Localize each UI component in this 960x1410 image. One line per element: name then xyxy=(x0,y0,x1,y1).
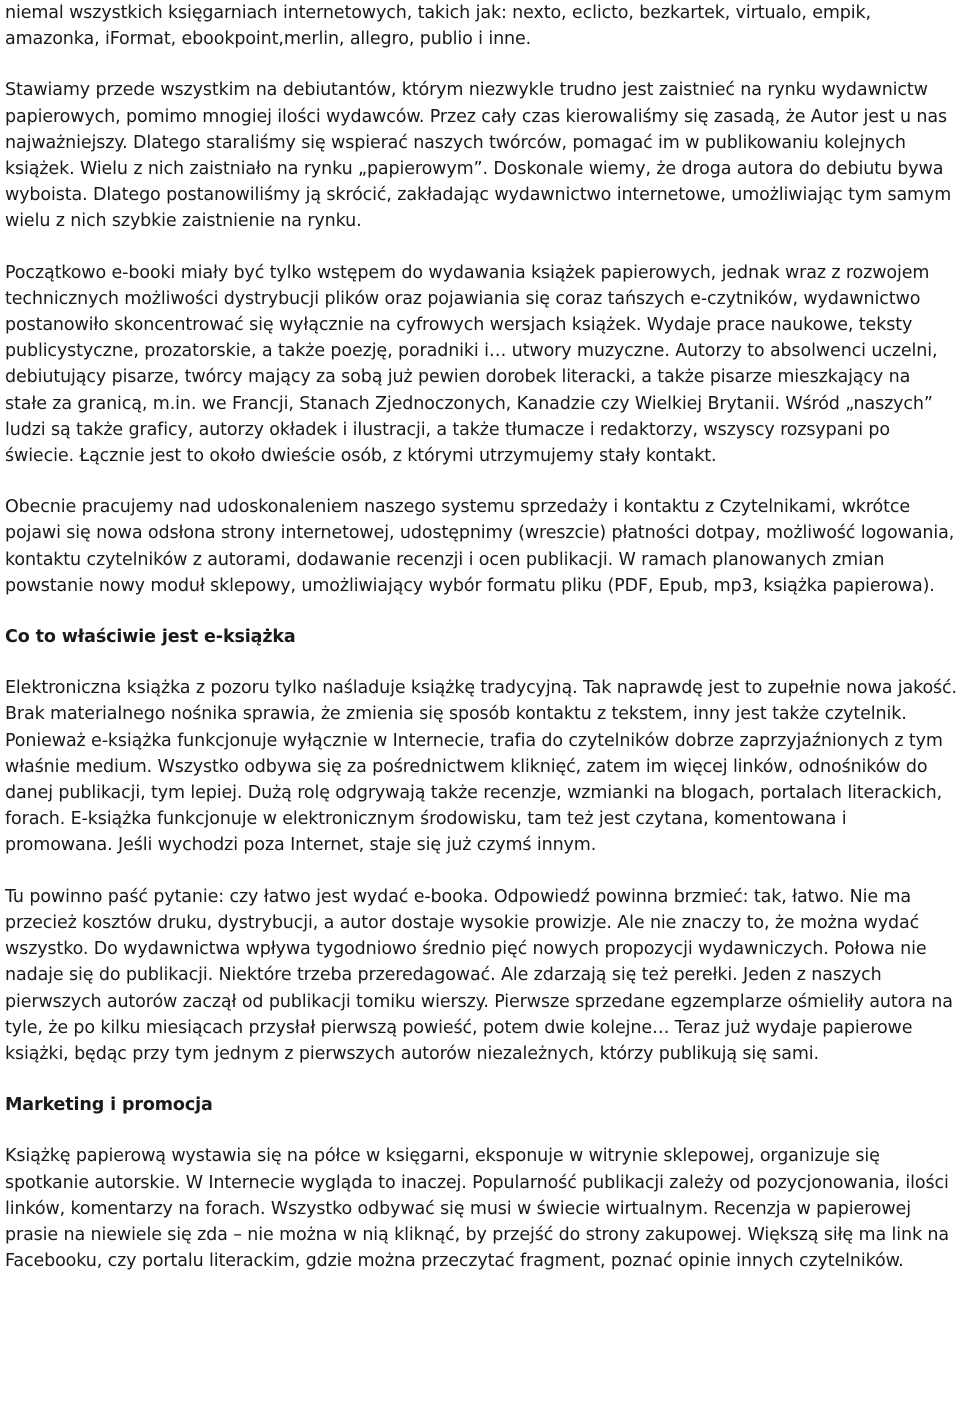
paragraph-gap xyxy=(5,1067,957,1092)
paragraph-gap xyxy=(5,650,957,675)
paragraph-gap xyxy=(5,1118,957,1143)
paragraph-gap xyxy=(5,235,957,260)
document-page xyxy=(5,0,957,1274)
paragraph-gap xyxy=(5,599,957,624)
paragraph-gap xyxy=(5,52,957,77)
section-heading-marketing: Marketing i promocja xyxy=(5,1095,213,1116)
paragraph-bookstores: niemal wszystkich księgarniach internetowych, takich jak: nexto, eclicto, bezkartek, virtualo, empik, amazonka, iFormat, ebookpoint,merlin, allegro, publio i inne. xyxy=(5,3,871,50)
paragraph-gap xyxy=(5,469,957,494)
paragraph-gap xyxy=(5,859,957,884)
paragraph-electronic-book: Elektroniczna książka z pozoru tylko naśladuje książkę tradycyjną. Tak naprawdę jest to zupełnie nowa jakość. Brak materialnego nośnika sprawia, że zmienia się sposób kontaktu z tekstem, inny jest także czytelnik. Ponieważ e-książka funkcjonuje wyłącznie w Internecie, trafia do czytelników dobrze zaprzyjaźnionych z tym właśnie medium. Wszystko odbywa się za pośrednictwem kliknięć, zatem im więcej linków, odnośników do danej publikacji, tym lepiej. Dużą rolę odgrywają także recenzje, wzmianki na blogach, portalach literackich, forach. E-książka funkcjonuje w elektronicznym środowisku, tam też jest czytana, komentowana i promowana. Jeśli wychodzi poza Internet, staje się już czymś innym. xyxy=(5,678,958,856)
paragraph-current-work: Obecnie pracujemy nad udoskonaleniem naszego systemu sprzedaży i kontaktu z Czytelnikami, wkrótce pojawi się nowa odsłona strony internetowej, udostępnimy (wreszcie) płatności dotpay, możliwość logowania, kontaktu czytelników z autorami, dodawanie recenzji i ocen publikacji. W ramach planowanych zmian powstanie nowy moduł sklepowy, umożliwiający wybór formatu pliku (PDF, Epub, mp3, książka papierowa). xyxy=(5,497,955,596)
paragraph-debutants: Stawiamy przede wszystkim na debiutantów, którym niezwykle trudno jest zaistnieć na rynku wydawnictw papierowych, pomimo mnogiej ilości wydawców. Przez cały czas kierowaliśmy się zasadą, że Autor jest u nas najważniejszy. Dlatego staraliśmy się wspierać naszych twórców, pomagać im w publikowaniu kolejnych książek. Wielu z nich zaistniało na rynku „papierowym”. Doskonale wiemy, że droga autora do debiutu bywa wyboista. Dlatego postanowiliśmy ją skrócić, zakładając wydawnictwo internetowe, umożliwiając tym samym wielu z nich szybkie zaistnienie na rynku. xyxy=(5,80,952,232)
section-heading-what-is-ebook: Co to właściwie jest e-książka xyxy=(5,627,296,648)
paragraph-ebooks-history: Początkowo e-booki miały być tylko wstępem do wydawania książek papierowych, jednak wraz z rozwojem technicznych możliwości dystrybucji plików oraz pojawiania się coraz tańszych e-czytników, wydawnictwo postanowiło skoncentrować się wyłącznie na cyfrowych wersjach książek. Wydaje prace naukowe, teksty publicystyczne, prozatorskie, a także poezję, poradniki i… utwory muzyczne. Autorzy to absolwenci uczelni, debiutujący pisarze, twórcy mający za sobą już pewien dorobek literacki, a także pisarze mieszkający na stałe za granicą, m.in. we Francji, Stanach Zjednoczonych, Kanadzie czy Wielkiej Brytanii. Wśród „naszych” ludzi są także graficy, autorzy okładek i ilustracji, a także tłumacze i redaktorzy, wszyscy rozsypani po świecie. Łącznie jest to około dwieście osób, z którymi utrzymujemy stały kontakt. xyxy=(5,262,938,467)
paragraph-publishing-question: Tu powinno paść pytanie: czy łatwo jest wydać e-booka. Odpowiedź powinna brzmieć: tak, łatwo. Nie ma przecież kosztów druku, dystrybucji, a autor dostaje wysokie prowizje. Ale nie znaczy to, że można wydać wszystko. Do wydawnictwa wpływa tygodniowo średnio pięć nowych propozycji wydawniczych. Połowa nie nadaje się do publikacji. Niektóre trzeba przeredagować. Ale zdarzają się też perełki. Jeden z naszych pierwszych autorów zaczął od publikacji tomiku wierszy. Pierwsze sprzedane egzemplarze ośmieliły autora na tyle, że po kilku miesiącach przysłał pierwszą powieść, potem dwie kolejne… Teraz już wydaje papierowe książki, będąc przy tym jednym z pierwszych autorów niezależnych, którzy publikują się sami. xyxy=(5,886,953,1064)
paragraph-marketing: Książkę papierową wystawia się na półce w księgarni, eksponuje w witrynie sklepowej, organizuje się spotkanie autorskie. W Internecie wygląda to inaczej. Popularność publikacji zależy od pozycjonowania, ilości linków, komentarzy na forach. Wszystko odbywać się musi w świecie wirtualnym. Recenzja w papierowej prasie na niewiele się zda – nie można w nią kliknąć, by przejść do strony zakupowej. Większą siłę ma link na Facebooku, czy portalu literackim, gdzie można przeczytać fragment, poznać opinie innych czytelników. xyxy=(5,1146,949,1272)
